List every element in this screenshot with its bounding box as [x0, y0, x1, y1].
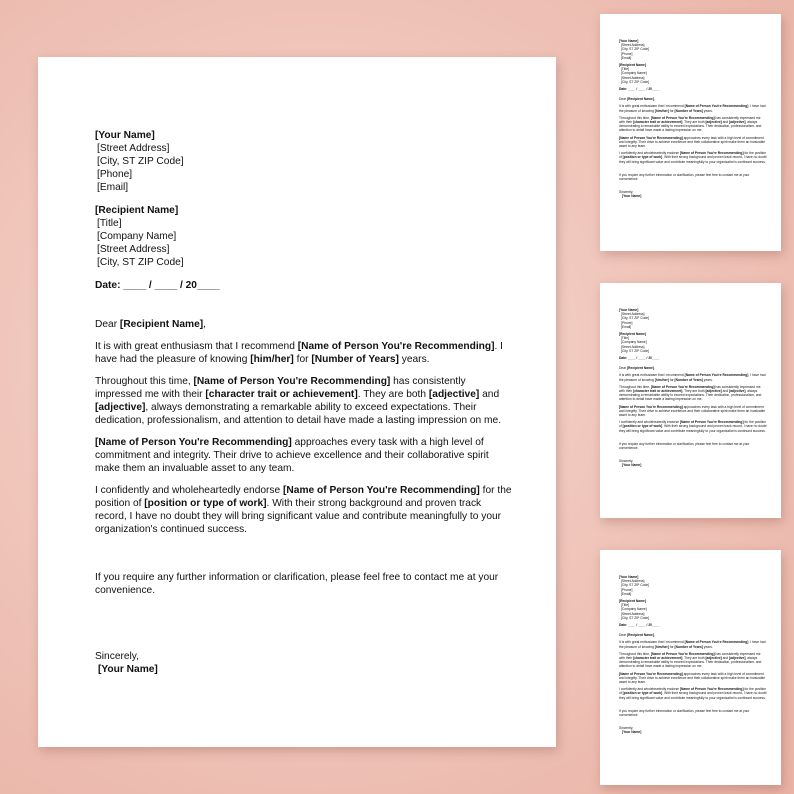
thumb-date-label: Date:	[619, 623, 628, 628]
thumb-date-value: ____ / ____ / 20____	[628, 87, 660, 92]
closing-paragraph: If you require any further information or clarification, please feel free to contact me at your convenience.	[95, 572, 499, 596]
thumb-sender-name: [Your Name]	[619, 308, 639, 312]
thumb-sender-city: [City, ST ZIP Code]	[621, 316, 650, 321]
thumb-signoff: Sincerely,	[619, 459, 634, 464]
thumb-sender-street: [Street Address]	[621, 312, 645, 317]
thumb-date-value: ____ / ____ / 20____	[628, 623, 660, 628]
thumb-paragraph-2: Throughout this time, [Name of Person You're Recommending] has consistently impressed me with their [character trait or achievement]. They are both [adjective] and [adjective], always demonstrating a remarkable ability to exceed expectations. Their dedication, professionalism, and attention to detail have made a lasting impression on me.	[619, 115, 762, 133]
thumb-paragraph-1: It is with great enthusiasm that I recommend [Name of Person You're Recommending]. I have had the pleasure of knowing [him/her] for [Number of Years] years.	[619, 640, 766, 649]
paragraph-2: Throughout this time, [Name of Person You're Recommending] has consistently impressed me with their [character trait or achievement]. They are both [adjective] and [adjective], always demonstrating a remarkable ability to exceed expectations. Their dedication, professionalism, and attention to detail have made a lasting impression on me.	[95, 376, 502, 426]
thumb-sender-name: [Your Name]	[619, 575, 639, 579]
thumb-sender-block	[619, 39, 767, 60]
sender-email: [Email]	[97, 182, 129, 193]
thumb-recipient-street: [Street Address]	[621, 611, 645, 616]
thumb-recipient-city: [City, ST ZIP Code]	[621, 79, 650, 84]
sender-block	[95, 129, 515, 194]
recipient-company: [Company Name]	[97, 231, 177, 242]
date-label: Date:	[95, 280, 121, 291]
thumb-recipient-block	[619, 332, 767, 353]
thumb-closing-paragraph: If you require any further information or clarification, please feel free to contact me at your convenience.	[619, 441, 750, 451]
recipient-name: [Recipient Name]	[95, 205, 179, 216]
thumb-paragraph-4: I confidently and wholeheartedly endorse [Name of Person You're Recommending] for the position of [position or type of work]. With their strong background and proven track record, I have no doubt they will bring significant value and contribute meaningfully to your organization's continued success.	[619, 151, 767, 164]
thumbnail-page-3	[600, 550, 781, 785]
thumbnail-letter-2	[619, 308, 767, 468]
greeting: Dear [Recipient Name],	[95, 319, 206, 330]
thumb-sender-city: [City, ST ZIP Code]	[621, 47, 650, 52]
thumb-sender-email: [Email]	[621, 324, 632, 329]
thumb-paragraph-3: [Name of Person You're Recommending] approaches every task with a high level of commitment and integrity. Their drive to achieve excellence and their collaborative spirit make them an invaluable asset to any team.	[619, 135, 766, 149]
thumbnail-letter-1	[619, 39, 767, 199]
thumb-closing-paragraph: If you require any further information or clarification, please feel free to contact me at your convenience.	[619, 708, 750, 718]
thumb-date-label: Date:	[619, 356, 628, 361]
thumb-sender-block	[619, 575, 767, 596]
recipient-block	[95, 204, 515, 269]
thumb-paragraph-1: It is with great enthusiasm that I recommend [Name of Person You're Recommending]. I have had the pleasure of knowing [him/her] for [Number of Years] years.	[619, 373, 766, 382]
thumb-recipient-title: [Title]	[621, 67, 629, 72]
letter-body	[95, 129, 515, 676]
thumb-signature: [Your Name]	[622, 730, 642, 735]
date-line	[95, 279, 515, 292]
thumb-paragraph-3: [Name of Person You're Recommending] approaches every task with a high level of commitment and integrity. Their drive to achieve excellence and their collaborative spirit make them an invaluable asset to any team.	[619, 671, 766, 685]
thumb-recipient-name: [Recipient Name]	[619, 63, 646, 68]
thumb-greeting: Dear [Recipient Name],	[619, 366, 655, 371]
thumbnail-letter-3	[619, 575, 767, 735]
thumbnail-page-2	[600, 283, 781, 518]
recipient-street: [Street Address]	[97, 244, 170, 255]
paragraph-1: It is with great enthusiasm that I recommend [Name of Person You're Recommending]. I have had the pleasure of knowing [him/her] for [Number of Years] years.	[95, 341, 503, 365]
thumb-recipient-city: [City, ST ZIP Code]	[621, 348, 650, 353]
sender-street: [Street Address]	[97, 143, 170, 154]
thumb-sender-phone: [Phone]	[621, 587, 633, 592]
thumb-sender-email: [Email]	[621, 55, 632, 60]
thumbnail-page-1	[600, 14, 781, 251]
thumb-recipient-company: [Company Name]	[621, 340, 647, 345]
main-letter-page	[38, 57, 556, 747]
thumb-signoff: Sincerely,	[619, 190, 634, 195]
thumb-recipient-city: [City, ST ZIP Code]	[621, 615, 650, 620]
thumb-sender-street: [Street Address]	[621, 43, 645, 48]
thumb-paragraph-1: It is with great enthusiasm that I recommend [Name of Person You're Recommending]. I have had the pleasure of knowing [him/her] for [Number of Years] years.	[619, 104, 766, 113]
thumb-paragraph-4: I confidently and wholeheartedly endorse [Name of Person You're Recommending] for the position of [position or type of work]. With their strong background and proven track record, I have no doubt they will bring significant value and contribute meaningfully to your organization's continued success.	[619, 687, 767, 700]
thumb-signature: [Your Name]	[622, 463, 642, 468]
thumb-sender-name: [Your Name]	[619, 39, 639, 43]
thumb-paragraph-4: I confidently and wholeheartedly endorse [Name of Person You're Recommending] for the position of [position or type of work]. With their strong background and proven track record, I have no doubt they will bring significant value and contribute meaningfully to your organization's continued success.	[619, 420, 767, 433]
recipient-city: [City, ST ZIP Code]	[97, 257, 184, 268]
thumb-sender-phone: [Phone]	[621, 51, 633, 56]
thumb-sender-phone: [Phone]	[621, 320, 633, 325]
thumb-recipient-block	[619, 599, 767, 620]
thumb-date-value: ____ / ____ / 20____	[628, 356, 660, 361]
signoff: Sincerely,	[95, 651, 139, 662]
paragraph-3: [Name of Person You're Recommending] approaches every task with a high level of commitment and integrity. Their drive to achieve excellence and their collaborative spirit make them an invaluable asset to any team.	[95, 437, 489, 474]
thumb-sender-city: [City, ST ZIP Code]	[621, 583, 650, 588]
thumb-greeting: Dear [Recipient Name],	[619, 633, 655, 638]
thumb-recipient-company: [Company Name]	[621, 607, 647, 612]
thumb-paragraph-2: Throughout this time, [Name of Person You're Recommending] has consistently impressed me with their [character trait or achievement]. They are both [adjective] and [adjective], always demonstrating a remarkable ability to exceed expectations. Their dedication, professionalism, and attention to detail have made a lasting impression on me.	[619, 384, 762, 402]
thumb-paragraph-2: Throughout this time, [Name of Person You're Recommending] has consistently impressed me with their [character trait or achievement]. They are both [adjective] and [adjective], always demonstrating a remarkable ability to exceed expectations. Their dedication, professionalism, and attention to detail have made a lasting impression on me.	[619, 651, 762, 669]
thumb-recipient-name: [Recipient Name]	[619, 599, 646, 604]
signature: [Your Name]	[98, 664, 158, 675]
thumb-sender-block	[619, 308, 767, 329]
thumb-greeting: Dear [Recipient Name],	[619, 97, 655, 102]
thumb-paragraph-3: [Name of Person You're Recommending] approaches every task with a high level of commitment and integrity. Their drive to achieve excellence and their collaborative spirit make them an invaluable asset to any team.	[619, 404, 766, 418]
thumb-recipient-street: [Street Address]	[621, 344, 645, 349]
thumb-recipient-block	[619, 63, 767, 84]
sender-name: [Your Name]	[95, 130, 155, 141]
thumb-recipient-title: [Title]	[621, 603, 629, 608]
date-value: ____ / ____ / 20____	[123, 280, 220, 291]
thumb-recipient-street: [Street Address]	[621, 75, 645, 80]
sender-phone: [Phone]	[97, 169, 133, 180]
thumb-date-label: Date:	[619, 87, 628, 92]
thumb-recipient-title: [Title]	[621, 336, 629, 341]
thumb-signoff: Sincerely,	[619, 726, 634, 731]
paragraph-4: I confidently and wholeheartedly endorse [Name of Person You're Recommending] for the position of [position or type of work]. With their strong background and proven track record, I have no doubt they will bring significant value and contribute meaningfully to your organization's continued success.	[95, 485, 512, 535]
recipient-title: [Title]	[97, 218, 122, 229]
thumb-recipient-company: [Company Name]	[621, 71, 647, 76]
thumb-sender-email: [Email]	[621, 591, 632, 596]
thumb-signature: [Your Name]	[622, 194, 642, 199]
thumb-closing-paragraph: If you require any further information or clarification, please feel free to contact me at your convenience.	[619, 172, 750, 182]
sender-city: [City, ST ZIP Code]	[97, 156, 184, 167]
thumb-sender-street: [Street Address]	[621, 579, 645, 584]
thumb-recipient-name: [Recipient Name]	[619, 332, 646, 337]
